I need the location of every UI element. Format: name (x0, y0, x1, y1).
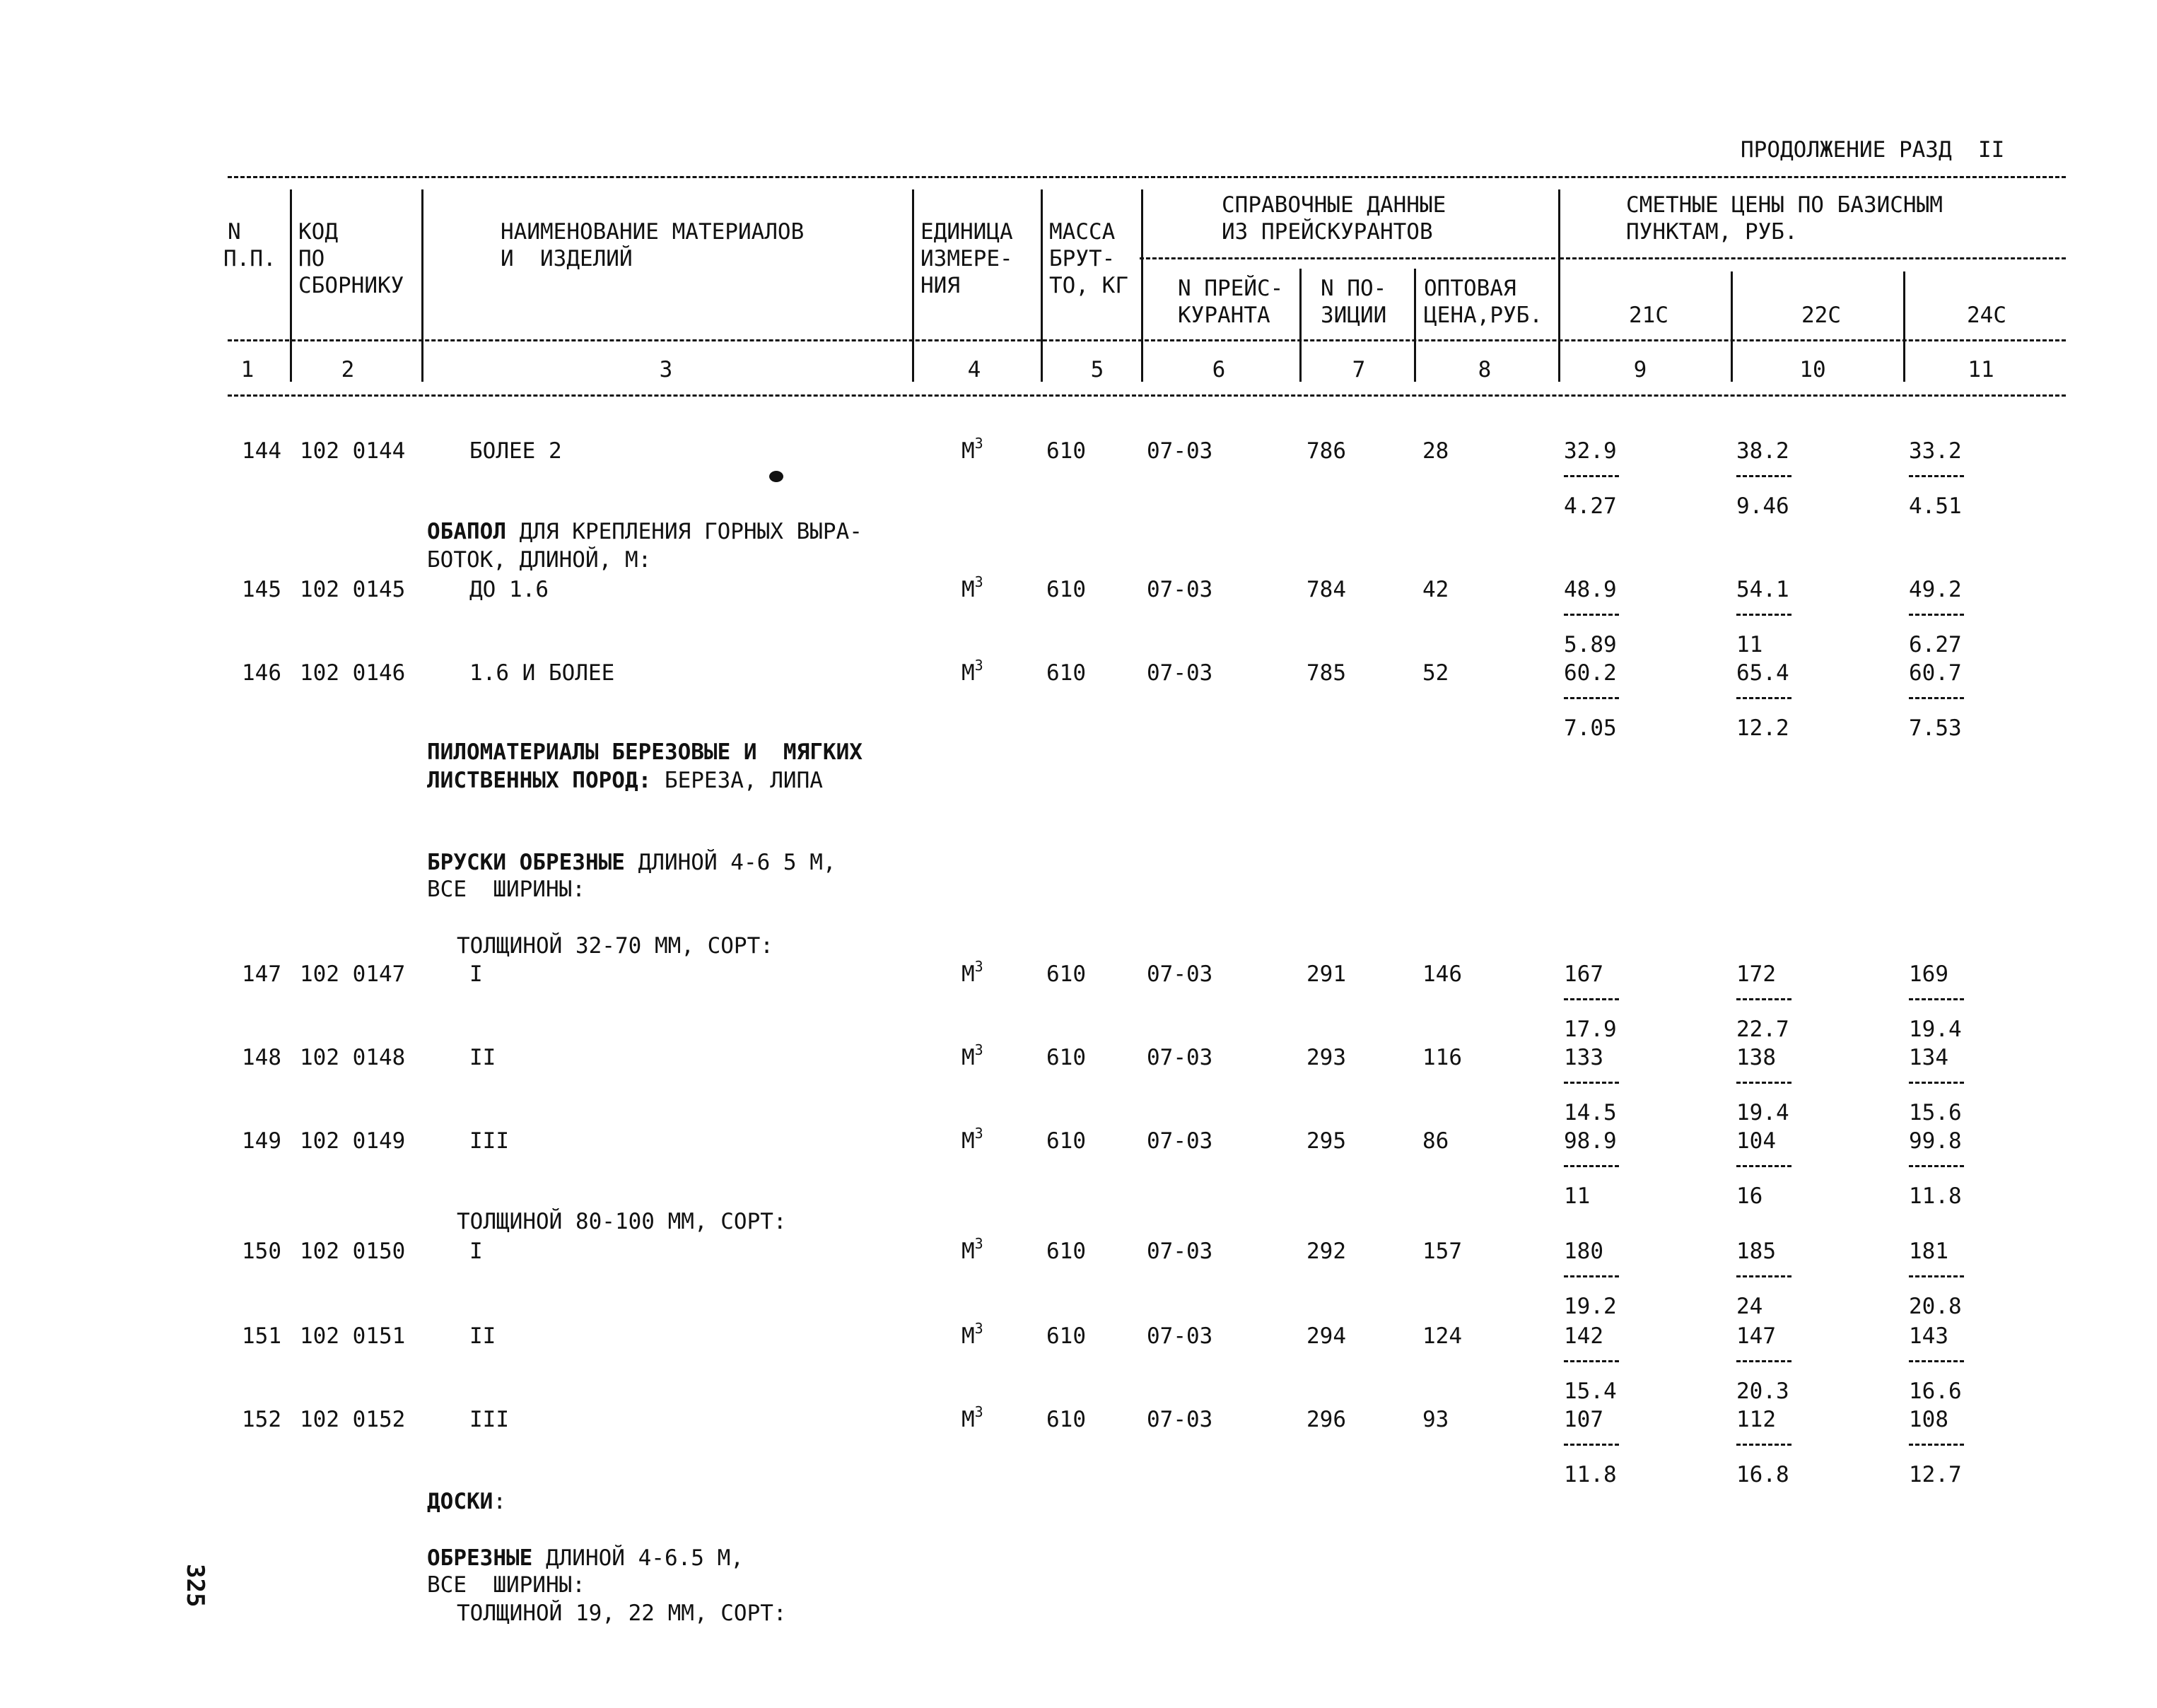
header-number-rule (228, 339, 2066, 341)
row-pricelist: 07-03 (1147, 1323, 1213, 1349)
column-separator (1414, 269, 1416, 382)
price-top: 142 (1564, 1323, 1603, 1349)
price-top: 99.8 (1909, 1128, 1962, 1154)
fraction-bar (1564, 1444, 1619, 1446)
col-code-header: КОД (298, 219, 338, 245)
row-number: 145 (242, 577, 281, 602)
col-wholesale-header: ЦЕНА,РУБ. (1424, 303, 1543, 328)
price-top: 147 (1736, 1323, 1776, 1349)
header-sub-rule (1560, 257, 2066, 259)
price-bottom: 4.51 (1909, 493, 1962, 519)
row-position: 293 (1307, 1045, 1346, 1070)
col-number: 1 (240, 357, 255, 382)
row-pricelist: 07-03 (1147, 961, 1213, 987)
col-mass-header: БРУТ- (1049, 246, 1116, 271)
price-bottom: 19.4 (1909, 1017, 1962, 1042)
row-number: 151 (242, 1323, 281, 1349)
fraction-bar (1564, 697, 1619, 699)
group-heading: ДОСКИ: (427, 1489, 506, 1514)
price-top: 112 (1736, 1407, 1776, 1432)
group-heading: ОБРЕЗНЫЕ ДЛИНОЙ 4-6.5 М, (427, 1545, 744, 1571)
group-heading: ЛИСТВЕННЫХ ПОРОД: БЕРЕЗА, ЛИПА (427, 768, 823, 793)
row-code: 102 0150 (300, 1239, 406, 1264)
fraction-bar (1564, 1165, 1619, 1167)
price-bottom: 16.8 (1736, 1462, 1789, 1487)
fraction-bar (1909, 998, 1964, 1000)
col-name-header: НАИМЕНОВАНИЕ МАТЕРИАЛОВ (501, 219, 805, 245)
price-bottom: 24 (1736, 1294, 1763, 1319)
row-wholesale: 28 (1422, 438, 1449, 464)
price-top: 107 (1564, 1407, 1603, 1432)
row-position: 786 (1307, 438, 1346, 464)
fraction-bar (1909, 475, 1964, 477)
fraction-bar (1909, 1360, 1964, 1362)
fraction-bar (1564, 475, 1619, 477)
price-bottom: 16 (1736, 1183, 1763, 1209)
price-bottom: 7.05 (1564, 715, 1617, 741)
row-name: БОЛЕЕ 2 (469, 438, 562, 464)
row-wholesale: 124 (1422, 1323, 1462, 1349)
fraction-bar (1736, 1275, 1791, 1277)
col-reference-header: ИЗ ПРЕЙСКУРАНТОВ (1222, 219, 1433, 245)
row-number: 149 (242, 1128, 281, 1154)
row-position: 784 (1307, 577, 1346, 602)
col-estimate-header: ПУНКТАМ, РУБ. (1626, 219, 1798, 245)
group-heading: ОБАПОЛ ДЛЯ КРЕПЛЕНИЯ ГОРНЫХ ВЫРА- (427, 519, 863, 544)
col-number: 9 (1633, 357, 1647, 382)
row-mass: 610 (1046, 1239, 1086, 1264)
price-top: 143 (1909, 1323, 1948, 1349)
row-mass: 610 (1046, 1407, 1086, 1432)
col-name-header: И ИЗДЕЛИЙ (501, 246, 633, 271)
price-top: 33.2 (1909, 438, 1962, 464)
col-unit-header: НИЯ (920, 273, 960, 298)
price-top: 133 (1564, 1045, 1603, 1070)
row-unit: $М^3$ (961, 1041, 983, 1070)
price-bottom: 11.8 (1564, 1462, 1617, 1487)
fraction-bar (1564, 614, 1619, 616)
column-separator (1903, 271, 1905, 382)
row-unit: $М^3$ (961, 657, 983, 686)
fraction-bar (1909, 1165, 1964, 1167)
row-position: 295 (1307, 1128, 1346, 1154)
fraction-bar (1564, 1275, 1619, 1277)
col-pricelist-header: КУРАНТА (1178, 303, 1270, 328)
fraction-bar (1736, 475, 1791, 477)
row-pricelist: 07-03 (1147, 1407, 1213, 1432)
row-number: 148 (242, 1045, 281, 1070)
price-top: 180 (1564, 1239, 1603, 1264)
fraction-bar (1909, 697, 1964, 699)
price-bottom: 14.5 (1564, 1100, 1617, 1125)
price-top: 108 (1909, 1407, 1948, 1432)
row-wholesale: 86 (1422, 1128, 1449, 1154)
fraction-bar (1909, 1082, 1964, 1084)
row-unit: $М^3$ (961, 1235, 983, 1264)
col-number: 2 (341, 357, 355, 382)
price-bottom: 11 (1564, 1183, 1591, 1209)
row-mass: 610 (1046, 1045, 1086, 1070)
row-unit: $М^3$ (961, 1125, 983, 1154)
row-code: 102 0145 (300, 577, 406, 602)
price-top: 181 (1909, 1239, 1948, 1264)
column-separator (421, 189, 423, 382)
price-bottom: 12.7 (1909, 1462, 1962, 1487)
price-top: 32.9 (1564, 438, 1617, 464)
fraction-bar (1909, 1275, 1964, 1277)
row-wholesale: 42 (1422, 577, 1449, 602)
row-wholesale: 116 (1422, 1045, 1462, 1070)
col-unit-header: ИЗМЕРЕ- (920, 246, 1013, 271)
price-bottom: 19.4 (1736, 1100, 1789, 1125)
price-top: 49.2 (1909, 577, 1962, 602)
row-mass: 610 (1046, 438, 1086, 464)
col-22c-header: 22С (1801, 303, 1841, 328)
col-n-header: П.П. (223, 246, 276, 271)
column-separator (912, 189, 914, 382)
row-number: 152 (242, 1407, 281, 1432)
price-top: 138 (1736, 1045, 1776, 1070)
price-top: 98.9 (1564, 1128, 1617, 1154)
row-name: 1.6 И БОЛЕЕ (469, 660, 615, 686)
price-bottom: 22.7 (1736, 1017, 1789, 1042)
group-heading: БРУСКИ ОБРЕЗНЫЕ ДЛИНОЙ 4-6 5 М, (427, 850, 836, 875)
col-code-header: СБОРНИКУ (298, 273, 404, 298)
price-bottom: 15.4 (1564, 1379, 1617, 1404)
row-name: III (469, 1407, 509, 1432)
col-code-header: ПО (298, 246, 325, 271)
column-separator (1731, 271, 1733, 382)
col-number: 4 (967, 357, 981, 382)
row-name: I (469, 961, 483, 987)
row-unit: $М^3$ (961, 435, 983, 464)
price-bottom: 11 (1736, 632, 1763, 657)
row-position: 294 (1307, 1323, 1346, 1349)
price-bottom: 16.6 (1909, 1379, 1962, 1404)
row-code: 102 0144 (300, 438, 406, 464)
price-top: 48.9 (1564, 577, 1617, 602)
price-top: 104 (1736, 1128, 1776, 1154)
column-separator (290, 189, 292, 382)
col-number: 10 (1799, 357, 1826, 382)
row-position: 785 (1307, 660, 1346, 686)
row-position: 292 (1307, 1239, 1346, 1264)
column-separator (1558, 189, 1560, 382)
price-top: 172 (1736, 961, 1776, 987)
row-number: 147 (242, 961, 281, 987)
price-bottom: 17.9 (1564, 1017, 1617, 1042)
price-bottom: 5.89 (1564, 632, 1617, 657)
row-number: 144 (242, 438, 281, 464)
row-pricelist: 07-03 (1147, 438, 1213, 464)
row-pricelist: 07-03 (1147, 1128, 1213, 1154)
col-position-header: N ПО- (1321, 276, 1387, 301)
fraction-bar (1564, 1082, 1619, 1084)
row-mass: 610 (1046, 1128, 1086, 1154)
price-bottom: 4.27 (1564, 493, 1617, 519)
col-24c-header: 24С (1967, 303, 2006, 328)
row-unit: $М^3$ (961, 958, 983, 987)
col-21c-header: 21С (1629, 303, 1668, 328)
price-top: 169 (1909, 961, 1948, 987)
row-pricelist: 07-03 (1147, 577, 1213, 602)
col-estimate-header: СМЕТНЫЕ ЦЕНЫ ПО БАЗИСНЫМ (1626, 192, 1943, 218)
fraction-bar (1736, 1444, 1791, 1446)
price-bottom: 7.53 (1909, 715, 1962, 741)
price-top: 54.1 (1736, 577, 1789, 602)
price-top: 60.2 (1564, 660, 1617, 686)
row-name: I (469, 1239, 483, 1264)
row-name: ДО 1.6 (469, 577, 549, 602)
row-unit: $М^3$ (961, 1403, 983, 1432)
col-number: 5 (1090, 357, 1104, 382)
row-wholesale: 52 (1422, 660, 1449, 686)
ink-blot (769, 471, 783, 482)
row-position: 296 (1307, 1407, 1346, 1432)
price-bottom: 12.2 (1736, 715, 1789, 741)
col-number: 8 (1478, 357, 1492, 382)
fraction-bar (1736, 1165, 1791, 1167)
row-code: 102 0151 (300, 1323, 406, 1349)
subgroup-heading: ТОЛЩИНОЙ 19, 22 ММ, СОРТ: (457, 1601, 787, 1626)
group-heading: БОТОК, ДЛИНОЙ, М: (427, 547, 652, 573)
price-bottom: 6.27 (1909, 632, 1962, 657)
row-wholesale: 157 (1422, 1239, 1462, 1264)
row-mass: 610 (1046, 1323, 1086, 1349)
col-number: 11 (1968, 357, 1994, 382)
row-pricelist: 07-03 (1147, 1045, 1213, 1070)
price-top: 38.2 (1736, 438, 1789, 464)
column-separator (1041, 189, 1043, 382)
price-bottom: 19.2 (1564, 1294, 1617, 1319)
fraction-bar (1736, 1082, 1791, 1084)
col-number: 7 (1352, 357, 1366, 382)
col-mass-header: МАССА (1049, 219, 1116, 245)
col-n-header: N (228, 219, 241, 245)
fraction-bar (1736, 614, 1791, 616)
price-bottom: 20.3 (1736, 1379, 1789, 1404)
group-heading: ВСЕ ШИРИНЫ: (427, 1572, 585, 1598)
col-reference-header: СПРАВОЧНЫЕ ДАННЫЕ (1222, 192, 1446, 218)
column-separator (1299, 269, 1302, 382)
row-mass: 610 (1046, 961, 1086, 987)
price-top: 65.4 (1736, 660, 1789, 686)
price-top: 185 (1736, 1239, 1776, 1264)
price-top: 167 (1564, 961, 1603, 987)
row-mass: 610 (1046, 577, 1086, 602)
price-bottom: 9.46 (1736, 493, 1789, 519)
fraction-bar (1909, 1444, 1964, 1446)
table-top-rule (228, 176, 2066, 178)
row-number: 150 (242, 1239, 281, 1264)
row-wholesale: 93 (1422, 1407, 1449, 1432)
header-bottom-rule (228, 394, 2066, 397)
row-code: 102 0146 (300, 660, 406, 686)
fraction-bar (1736, 1360, 1791, 1362)
fraction-bar (1736, 998, 1791, 1000)
row-position: 291 (1307, 961, 1346, 987)
row-pricelist: 07-03 (1147, 660, 1213, 686)
row-wholesale: 146 (1422, 961, 1462, 987)
price-bottom: 15.6 (1909, 1100, 1962, 1125)
row-unit: $М^3$ (961, 573, 983, 602)
row-name: III (469, 1128, 509, 1154)
col-unit-header: ЕДИНИЦА (920, 219, 1013, 245)
row-pricelist: 07-03 (1147, 1239, 1213, 1264)
subgroup-heading: ТОЛЩИНОЙ 80-100 ММ, СОРТ: (457, 1209, 787, 1234)
fraction-bar (1564, 998, 1619, 1000)
row-code: 102 0149 (300, 1128, 406, 1154)
col-mass-header: ТО, КГ (1049, 273, 1128, 298)
col-position-header: ЗИЦИИ (1321, 303, 1387, 328)
page-number: 325 (181, 1564, 209, 1608)
header-sub-rule (1140, 257, 1555, 259)
row-code: 102 0147 (300, 961, 406, 987)
fraction-bar (1736, 697, 1791, 699)
row-mass: 610 (1046, 660, 1086, 686)
column-separator (1141, 189, 1143, 382)
price-top: 134 (1909, 1045, 1948, 1070)
group-heading: ВСЕ ШИРИНЫ: (427, 877, 585, 902)
row-code: 102 0152 (300, 1407, 406, 1432)
row-name: II (469, 1323, 496, 1349)
col-pricelist-header: N ПРЕЙС- (1178, 276, 1284, 301)
group-heading: ПИЛОМАТЕРИАЛЫ БЕРЕЗОВЫЕ И МЯГКИХ (427, 739, 863, 765)
col-wholesale-header: ОПТОВАЯ (1424, 276, 1516, 301)
row-name: II (469, 1045, 496, 1070)
row-unit: $М^3$ (961, 1320, 983, 1349)
row-number: 146 (242, 660, 281, 686)
price-top: 60.7 (1909, 660, 1962, 686)
fraction-bar (1909, 614, 1964, 616)
subgroup-heading: ТОЛЩИНОЙ 32-70 ММ, СОРТ: (457, 933, 773, 959)
price-bottom: 20.8 (1909, 1294, 1962, 1319)
col-number: 3 (659, 357, 673, 382)
row-code: 102 0148 (300, 1045, 406, 1070)
price-bottom: 11.8 (1909, 1183, 1962, 1209)
section-continuation: ПРОДОЛЖЕНИЕ РАЗД II (1741, 137, 2005, 163)
fraction-bar (1564, 1360, 1619, 1362)
col-number: 6 (1212, 357, 1226, 382)
